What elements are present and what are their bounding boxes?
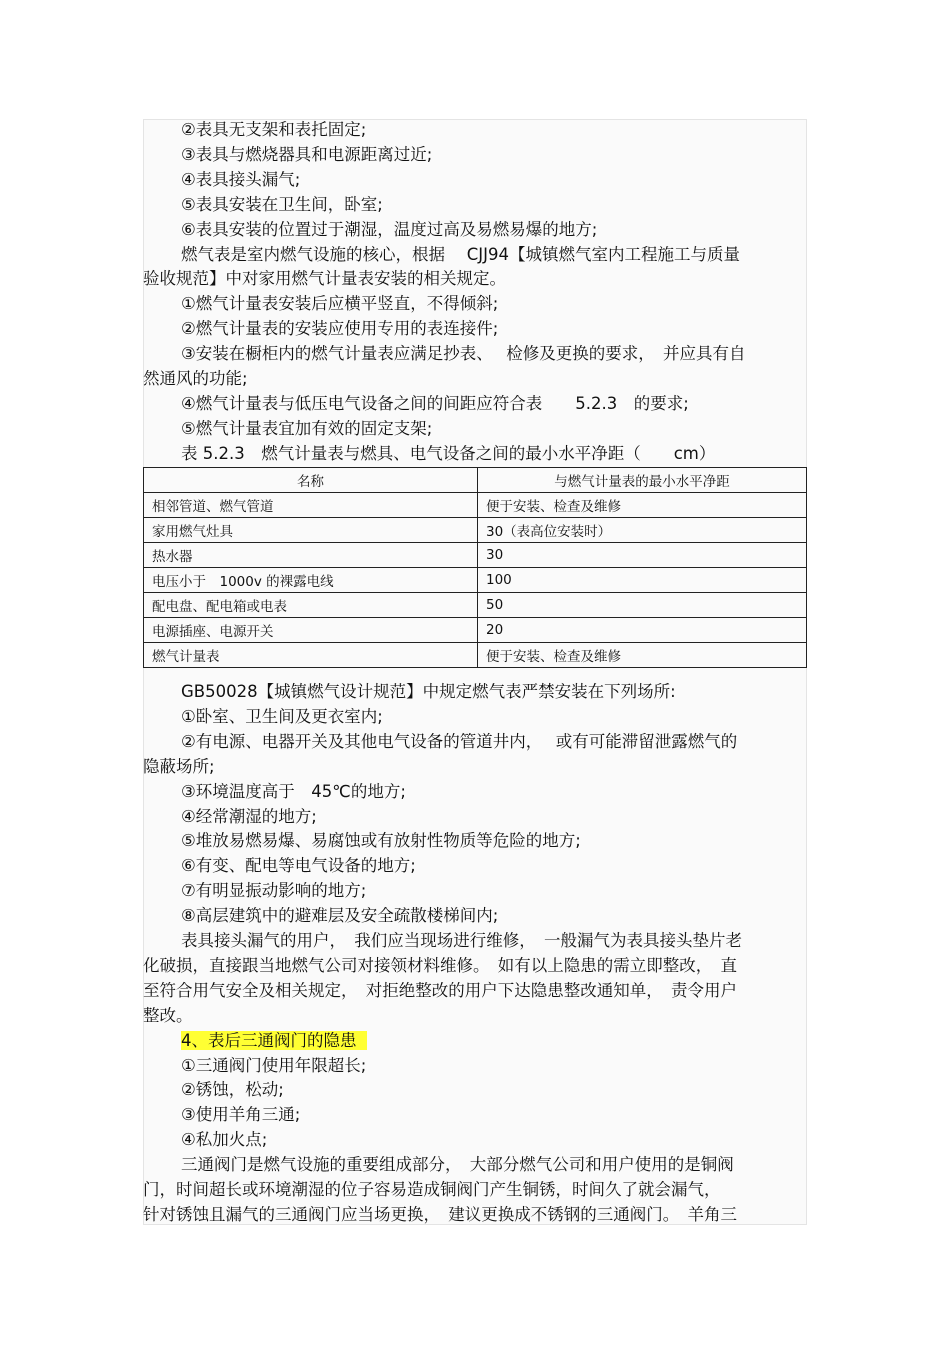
text-line-content: 然通风的功能; [143, 369, 248, 388]
table-cell: 燃气计量表 [144, 643, 478, 668]
text-line [143, 679, 807, 704]
table-cell: 20 [478, 618, 807, 643]
table-cell: 30 [478, 543, 807, 568]
table-row [144, 543, 807, 568]
table-row [144, 593, 807, 618]
text-line [143, 853, 807, 878]
text-line [143, 441, 807, 466]
table-row [144, 518, 807, 543]
table-row [144, 568, 807, 593]
text-line-content: 门，时间超长或环境潮湿的位子容易造成铜阀门产生铜锈，时间久了就会漏气， [143, 1180, 721, 1199]
table-cell: 便于安装、检查及维修 [478, 643, 807, 668]
text-line-content: ①卧室、卫生间及更衣室内; [181, 706, 383, 726]
text-line [143, 142, 807, 167]
text-line [143, 704, 807, 729]
table-cell: 家用燃气灶具 [144, 518, 478, 543]
text-line-content: 整改。 [143, 1005, 193, 1025]
text-line [143, 1077, 807, 1102]
text-line [143, 366, 807, 391]
table-header-name: 名称 [144, 468, 478, 493]
text-line [143, 779, 807, 804]
text-line-content: ⑤堆放易燃易爆、易腐蚀或有放射性物质等危险的地方; [181, 831, 581, 851]
text-line [143, 729, 807, 754]
text-line [143, 341, 807, 366]
text-line [143, 1202, 807, 1227]
text-line [143, 804, 807, 829]
text-line [143, 316, 807, 341]
table-cell: 50 [478, 593, 807, 618]
text-line-content: ③表具与燃烧器具和电源距离过近; [181, 144, 433, 164]
text-line-content: ④表具接头漏气; [181, 169, 301, 189]
text-line [143, 416, 807, 441]
text-line-content: ①燃气计量表安装后应横平竖直，不得倾斜; [181, 294, 499, 314]
text-line-content: ④私加火点; [181, 1130, 268, 1150]
table-header-distance: 与燃气计量表的最小水平净距 [478, 468, 807, 493]
text-line-content: ③环境温度高于 45℃的地方; [181, 781, 406, 801]
text-line [143, 1152, 807, 1177]
table-cell: 相邻管道、燃气管道 [144, 493, 478, 518]
section-heading: 4、表后三通阀门的隐患 [181, 1031, 367, 1050]
text-line-content: ⑧高层建筑中的避难层及安全疏散楼梯间内; [181, 906, 499, 926]
text-line-content: ③使用羊角三通; [181, 1105, 301, 1125]
text-line-content: ⑦有明显振动影响的地方; [181, 881, 367, 901]
text-line [143, 391, 807, 416]
text-line-content: 三通阀门是燃气设施的重要组成部分， 大部分燃气公司和用户使用的是铜阀 [181, 1155, 734, 1175]
text-line [143, 192, 807, 217]
text-line-content: 验收规范】中对家用燃气计量表安装的相关规定。 [143, 269, 506, 289]
text-line-content: ④燃气计量表与低压电气设备之间的间距应符合表 5.2.3 的要求; [181, 393, 689, 413]
text-line [143, 167, 807, 192]
text-line-content: ②燃气计量表的安装应使用专用的表连接件; [181, 319, 499, 339]
text-line [143, 291, 807, 316]
text-line [143, 1102, 807, 1127]
text-line [143, 217, 807, 242]
table-cell: 电源插座、电源开关 [144, 618, 478, 643]
text-line [143, 754, 807, 779]
table-row [144, 493, 807, 518]
text-line [143, 1053, 807, 1078]
text-line [143, 878, 807, 903]
text-line [143, 978, 807, 1003]
text-line [143, 953, 807, 978]
text-line-content: ⑥有变、配电等电气设备的地方; [181, 856, 416, 876]
text-line [143, 242, 807, 267]
table-row [144, 618, 807, 643]
text-line-content: 至符合用气安全及相关规定， 对拒绝整改的用户下达隐患整改通知单， 责令用户 [143, 980, 737, 1000]
table-cell: 配电盘、配电箱或电表 [144, 593, 478, 618]
text-line [143, 1127, 807, 1152]
text-line-content: ④经常潮湿的地方; [181, 806, 317, 826]
text-line [143, 1177, 807, 1202]
text-line-content: 化破损，直接跟当地燃气公司对接领材料维修。 如有以上隐患的需立即整改， 直 [143, 955, 737, 975]
table-cell: 电压小于 1000v 的裸露电线 [144, 568, 478, 593]
text-line-content: ⑥表具安装的位置过于潮湿，温度过高及易燃易爆的地方; [181, 219, 598, 239]
clearance-table [143, 467, 807, 668]
table-row [144, 643, 807, 668]
text-line [143, 828, 807, 853]
text-line-content: GB50028【城镇燃气设计规范】中规定燃气表严禁安装在下列场所: [181, 682, 676, 701]
text-line-content: 表 5.2.3 燃气计量表与燃具、电气设备之间的最小水平净距（ cm） [181, 443, 716, 463]
text-line-content: ⑤燃气计量表宜加有效的固定支架; [181, 418, 433, 438]
text-line-content: 隐蔽场所; [143, 756, 215, 776]
text-line-content: ③安装在橱柜内的燃气计量表应满足抄表、 检修及更换的要求， 并应具有自 [181, 344, 746, 364]
table-cell: 30（表高位安装时） [478, 518, 807, 543]
text-line-content: 针对锈蚀且漏气的三通阀门应当场更换， 建议更换成不锈钢的三通阀门。 羊角三 [143, 1204, 737, 1224]
text-line-content: 燃气表是室内燃气设施的核心，根据 CJJ94【城镇燃气室内工程施工与质量 [181, 244, 740, 264]
text-line [143, 266, 807, 291]
text-line-content: ②表具无支架和表托固定; [181, 120, 367, 139]
text-line-content: ⑤表具安装在卫生间，卧室; [181, 194, 383, 214]
text-line [143, 903, 807, 928]
text-line [143, 928, 807, 953]
table-header-row [144, 468, 807, 493]
table-cell: 热水器 [144, 543, 478, 568]
text-line-content: 表具接头漏气的用户， 我们应当现场进行维修， 一般漏气为表具接头垫片老 [181, 931, 742, 950]
text-line-content: ②锈蚀，松动; [181, 1080, 284, 1100]
text-line [143, 117, 807, 142]
text-line [143, 1028, 807, 1053]
text-line-content: ①三通阀门使用年限超长; [181, 1055, 367, 1075]
text-line-content: ②有电源、电器开关及其他电气设备的管道井内， 或有可能滞留泄露燃气的 [181, 731, 738, 751]
table-cell: 100 [478, 568, 807, 593]
text-line [143, 1003, 807, 1028]
table-cell: 便于安装、检查及维修 [478, 493, 807, 518]
